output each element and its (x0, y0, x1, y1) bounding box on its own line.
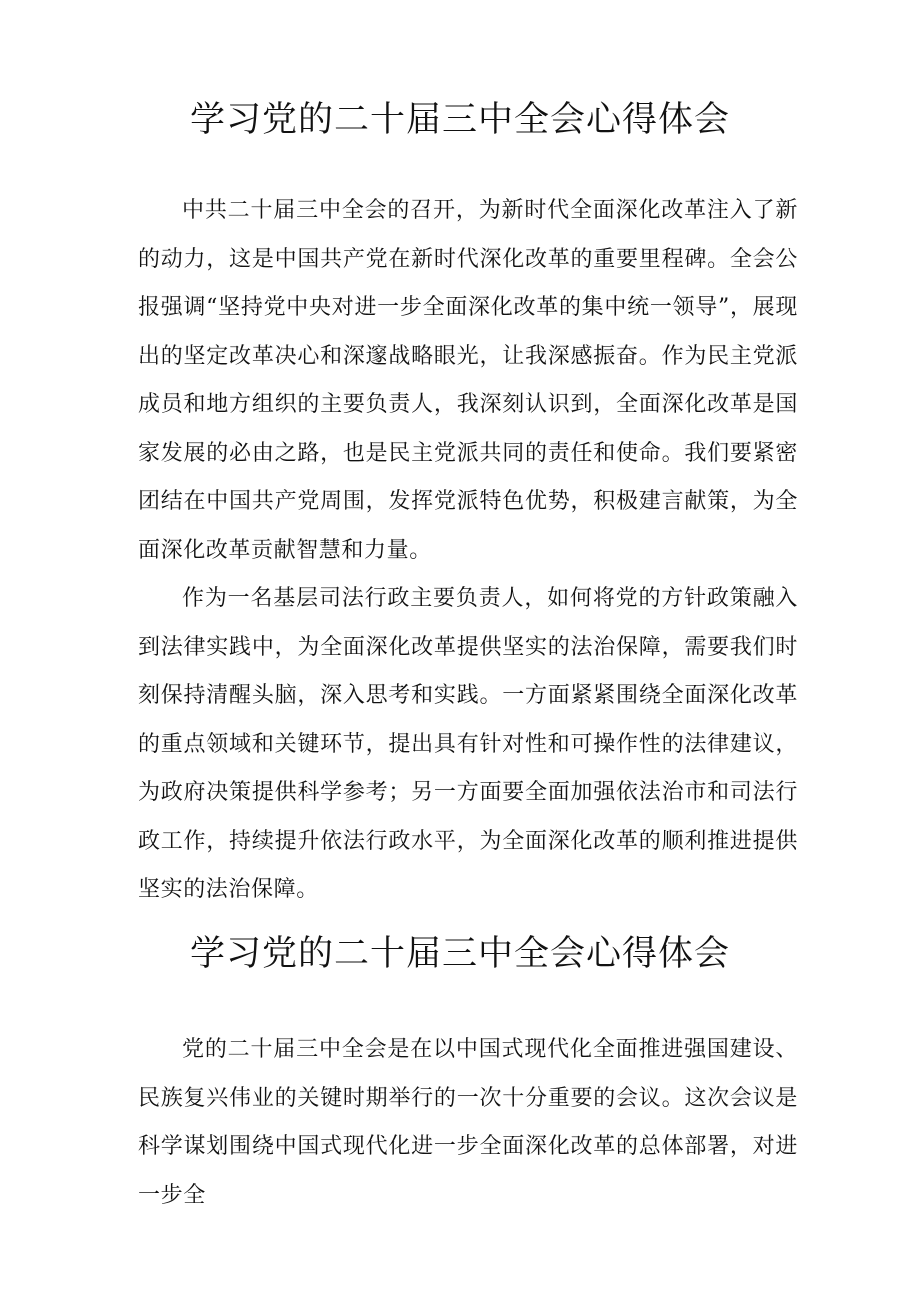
paragraph: 中共二十届三中全会的召开，为新时代全面深化改革注入了新的动力，这是中国共产党在新时代深化改革的重要里程碑。全会公报强调“坚持党中央对进一步全面深化改革的集中统一领导”，展现出的坚定改革决心和深邃战略眼光，让我深感振奋。作为民主党派成员和地方组织的主要负责人，我深刻认识到，全面深化改革是国家发展的必由之路，也是民主党派共同的责任和使命。我们要紧密团结在中国共产党周围，发挥党派特色优势，积极建言献策，为全面深化改革贡献智慧和力量。 (138, 198, 798, 563)
article-body (138, 1026, 798, 1220)
paragraph: 作为一名基层司法行政主要负责人，如何将党的方针政策融入到法律实践中，为全面深化改革提供坚实的法治保障，需要我们时刻保持清醒头脑，深入思考和实践。一方面紧紧围绕全面深化改革的重点领域和关键环节，提出具有针对性和可操作性的法律建议，为政府决策提供科学参考；另一方面要全面加强依法治市和司法行政工作，持续提升依法行政水平，为全面深化改革的顺利推进提供坚实的法治保障。 (138, 586, 798, 902)
paragraph: 党的二十届三中全会是在以中国式现代化全面推进强国建设、民族复兴伟业的关键时期举行的一次十分重要的会议。这次会议是科学谋划围绕中国式现代化进一步全面深化改革的总体部署，对进一步全 (138, 1037, 798, 1208)
article-title: 学习党的二十届三中全会心得体会 (189, 100, 730, 140)
article-body (138, 187, 798, 915)
article-title: 学习党的二十届三中全会心得体会 (189, 934, 730, 974)
